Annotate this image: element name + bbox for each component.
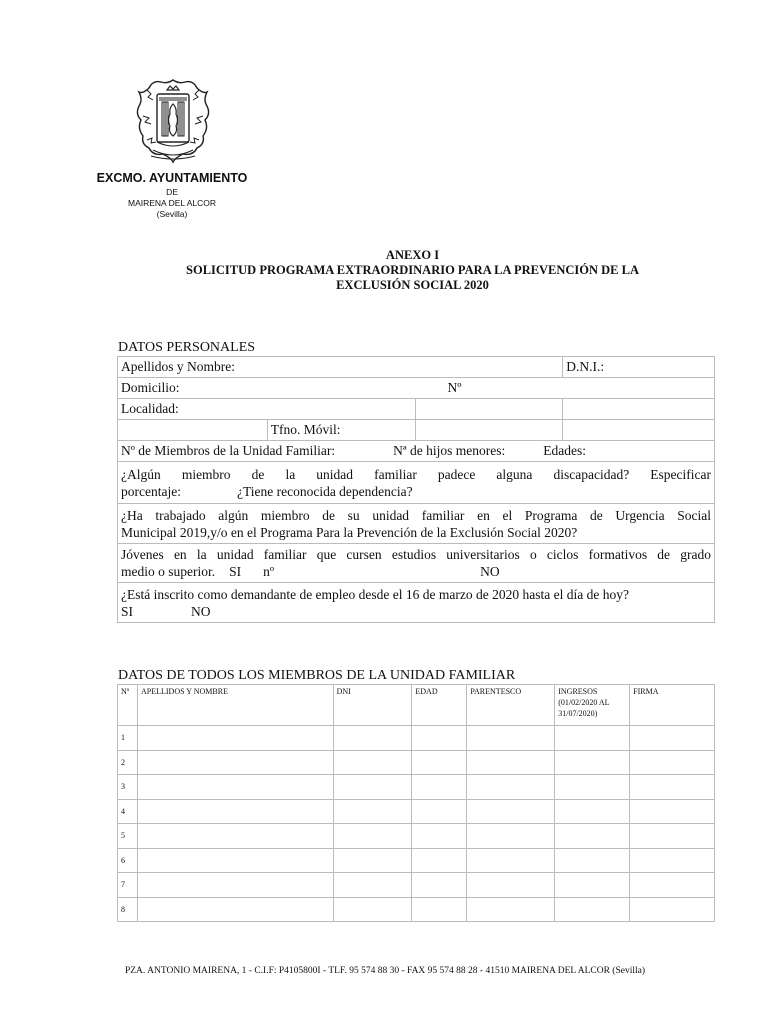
age-cell[interactable]	[412, 750, 467, 775]
row-number: 6	[118, 848, 138, 873]
relationship-cell[interactable]	[467, 775, 555, 800]
name-cell[interactable]	[137, 897, 333, 922]
header-relationship: PARENTESCO	[467, 685, 555, 726]
domicilio-field[interactable]	[118, 378, 715, 399]
name-cell[interactable]	[137, 848, 333, 873]
personal-data-table	[117, 356, 715, 623]
table-row	[118, 775, 715, 800]
dni-cell[interactable]	[333, 873, 412, 898]
signature-cell[interactable]	[630, 775, 715, 800]
members-count-label: Nº de Miembros de la Unidad Familiar:	[121, 443, 336, 458]
row-domicilio	[118, 378, 715, 399]
relationship-cell[interactable]	[467, 726, 555, 751]
income-cell[interactable]	[555, 799, 630, 824]
table-row	[118, 799, 715, 824]
header-signature: FIRMA	[630, 685, 715, 726]
header-income-line3: 31/07/2020)	[558, 709, 598, 718]
row-localidad	[118, 399, 715, 420]
members-header-row	[118, 685, 715, 726]
age-cell[interactable]	[412, 824, 467, 849]
students-question[interactable]	[118, 544, 715, 583]
age-cell[interactable]	[412, 848, 467, 873]
income-cell[interactable]	[555, 726, 630, 751]
mobile-label: Tfno. Móvil:	[270, 422, 341, 437]
row-number: 7	[118, 873, 138, 898]
name-cell[interactable]	[137, 873, 333, 898]
row-number: 3	[118, 775, 138, 800]
disability-question[interactable]	[118, 462, 715, 504]
dni-cell[interactable]	[333, 799, 412, 824]
localidad-extra-cell-1[interactable]	[415, 399, 563, 420]
table-row	[118, 726, 715, 751]
employment-yes-label: SI	[121, 604, 134, 619]
relationship-cell[interactable]	[467, 873, 555, 898]
income-cell[interactable]	[555, 848, 630, 873]
header-dni: DNI	[333, 685, 412, 726]
numero-label: Nº	[447, 380, 462, 395]
students-yes-label: SI	[229, 564, 242, 579]
dni-field[interactable]	[563, 357, 715, 378]
dni-cell[interactable]	[333, 897, 412, 922]
signature-cell[interactable]	[630, 824, 715, 849]
students-question-line1: Jóvenes en la unidad familiar que cursen estudios universitarios o ciclos formativos de grado	[121, 547, 711, 562]
students-question-line2: medio o superior.	[121, 564, 216, 579]
dni-cell[interactable]	[333, 824, 412, 849]
section-title-personal: DATOS PERSONALES	[118, 340, 256, 355]
urgency-question-line2: Municipal 2019,y/o en el Programa Para la Prevención de la Exclusión Social 2020?	[121, 525, 578, 540]
document-title-line2: EXCLUSIÓN SOCIAL 2020	[336, 278, 489, 292]
organization-province: (Sevilla)	[156, 209, 188, 219]
table-row	[118, 824, 715, 849]
row-number: 5	[118, 824, 138, 849]
signature-cell[interactable]	[630, 799, 715, 824]
dni-cell[interactable]	[333, 848, 412, 873]
table-row	[118, 897, 715, 922]
dni-label: D.N.I.:	[566, 359, 605, 374]
urgency-program-question[interactable]	[118, 504, 715, 544]
relationship-cell[interactable]	[467, 848, 555, 873]
row-movil	[118, 420, 715, 441]
header-income-line2: (01/02/2020 AL	[558, 698, 610, 707]
localidad-field[interactable]	[118, 399, 416, 420]
row-number: 8	[118, 897, 138, 922]
row-number: 1	[118, 726, 138, 751]
organization-de: DE	[166, 187, 178, 197]
children-count-label: Nª de hijos menores:	[393, 443, 506, 458]
students-count-label: nº	[263, 564, 275, 579]
urgency-question-line1: ¿Ha trabajado algún miembro de su unidad familiar en el Programa de Urgencia Social	[121, 508, 711, 523]
row-empleo	[118, 583, 715, 623]
mobile-field[interactable]	[267, 420, 415, 441]
signature-cell[interactable]	[630, 897, 715, 922]
relationship-cell[interactable]	[467, 824, 555, 849]
income-cell[interactable]	[555, 897, 630, 922]
table-row	[118, 848, 715, 873]
name-cell[interactable]	[137, 750, 333, 775]
movil-extra-cell-2[interactable]	[563, 420, 715, 441]
header-num: Nº	[118, 685, 138, 726]
header-income-line1: INGRESOS	[558, 687, 598, 696]
ages-label: Edades:	[543, 443, 586, 458]
relationship-cell[interactable]	[467, 750, 555, 775]
income-cell[interactable]	[555, 824, 630, 849]
age-cell[interactable]	[412, 897, 467, 922]
row-jovenes	[118, 544, 715, 583]
signature-cell[interactable]	[630, 848, 715, 873]
header-name: APELLIDOS Y NOMBRE	[137, 685, 333, 726]
row-urgencia	[118, 504, 715, 544]
organization-town: MAIRENA DEL ALCOR	[127, 198, 217, 208]
organization-name: EXCMO. AYUNTAMIENTO	[96, 171, 248, 185]
header-income	[555, 685, 630, 726]
employment-no-label: NO	[191, 604, 211, 619]
row-discapacidad	[118, 462, 715, 504]
employment-question-text: ¿Está inscrito como demandante de empleo desde el 16 de marzo de 2020 hasta el día de hoy?	[121, 587, 629, 602]
apellidos-label: Apellidos y Nombre:	[121, 359, 235, 374]
age-cell[interactable]	[412, 775, 467, 800]
footer-address: PZA. ANTONIO MAIRENA, 1 - C.I.F: P4105800I - TLF. 95 574 88 30 - FAX 95 574 88 28 - 41510 MAIRENA DEL ALCOR (Sevilla)	[124, 966, 646, 976]
age-cell[interactable]	[412, 799, 467, 824]
row-miembros	[118, 441, 715, 462]
relationship-cell[interactable]	[467, 897, 555, 922]
students-no-label: NO	[480, 564, 500, 579]
disability-question-text: ¿Algún miembro de la unidad familiar padece alguna discapacidad?	[121, 467, 630, 482]
income-cell[interactable]	[555, 750, 630, 775]
phone-field[interactable]	[118, 420, 268, 441]
section-title-members: DATOS DE TODOS LOS MIEMBROS DE LA UNIDAD FAMILIAR	[118, 668, 516, 683]
income-cell[interactable]	[555, 775, 630, 800]
annex-title: ANEXO I	[385, 248, 440, 262]
specify-label: Especificar	[650, 467, 711, 482]
income-cell[interactable]	[555, 873, 630, 898]
coat-of-arms-logo	[133, 76, 213, 164]
age-cell[interactable]	[412, 726, 467, 751]
table-row	[118, 873, 715, 898]
name-cell[interactable]	[137, 799, 333, 824]
apellidos-field[interactable]	[118, 357, 563, 378]
signature-cell[interactable]	[630, 726, 715, 751]
signature-cell[interactable]	[630, 750, 715, 775]
row-apellidos	[118, 357, 715, 378]
row-number: 4	[118, 799, 138, 824]
dni-cell[interactable]	[333, 726, 412, 751]
document-title-line1: SOLICITUD PROGRAMA EXTRAORDINARIO PARA LA PREVENCIÓN DE LA	[186, 263, 639, 277]
members-rows	[118, 726, 715, 922]
movil-extra-cell-1[interactable]	[415, 420, 563, 441]
percentage-label: porcentaje:	[121, 484, 181, 499]
name-cell[interactable]	[137, 775, 333, 800]
domicilio-label: Domicilio:	[121, 380, 180, 395]
household-members-field[interactable]	[118, 441, 715, 462]
dependency-question: ¿Tiene reconocida dependencia?	[236, 484, 413, 499]
table-row	[118, 750, 715, 775]
name-cell[interactable]	[137, 726, 333, 751]
header-age: EDAD	[412, 685, 467, 726]
household-members-table	[117, 684, 715, 922]
relationship-cell[interactable]	[467, 799, 555, 824]
localidad-label: Localidad:	[121, 401, 179, 416]
dni-cell[interactable]	[333, 750, 412, 775]
employment-question[interactable]	[118, 583, 715, 623]
signature-cell[interactable]	[630, 873, 715, 898]
age-cell[interactable]	[412, 873, 467, 898]
localidad-extra-cell-2[interactable]	[563, 399, 715, 420]
row-number: 2	[118, 750, 138, 775]
dni-cell[interactable]	[333, 775, 412, 800]
name-cell[interactable]	[137, 824, 333, 849]
